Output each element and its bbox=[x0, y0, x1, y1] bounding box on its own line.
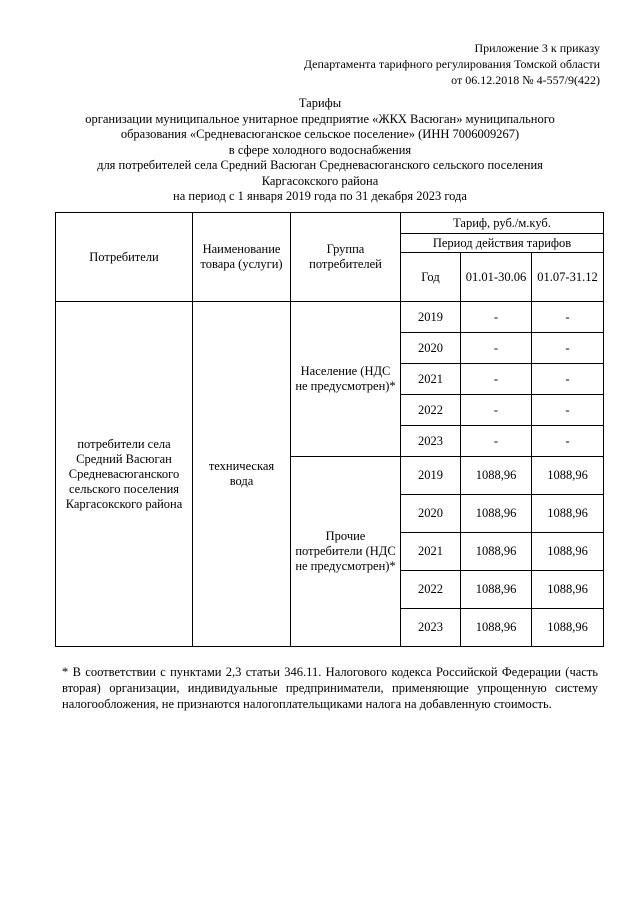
tariff-h2-cell: 1088,96 bbox=[532, 533, 604, 571]
year-cell: 2023 bbox=[401, 609, 461, 647]
title-line-1: Тарифы bbox=[298, 96, 342, 110]
tariff-h1-cell: - bbox=[461, 395, 532, 426]
year-cell: 2019 bbox=[401, 457, 461, 495]
annex-line-3: от 06.12.2018 № 4-557/9(422) bbox=[451, 73, 600, 87]
title-line-5: для потребителей села Средний Васюган Средневасюганского сельского поселения bbox=[97, 158, 543, 172]
header-group: Группа потребителей bbox=[291, 213, 401, 302]
tariff-h1-cell: 1088,96 bbox=[461, 495, 532, 533]
header-consumers: Потребители bbox=[56, 213, 193, 302]
tariff-h2-cell: - bbox=[532, 426, 604, 457]
tariff-h1-cell: - bbox=[461, 302, 532, 333]
tariff-h2-cell: 1088,96 bbox=[532, 609, 604, 647]
title-line-3: образования «Средневасюганское сельское поселение» (ИНН 7006009267) bbox=[120, 127, 520, 141]
year-cell: 2019 bbox=[401, 302, 461, 333]
product-cell: техническая вода bbox=[193, 302, 291, 647]
tariff-h1-cell: 1088,96 bbox=[461, 571, 532, 609]
title-line-7: на период с 1 января 2019 года по 31 декабря 2023 года bbox=[173, 189, 467, 203]
tariff-h1-cell: - bbox=[461, 333, 532, 364]
title-line-4: в сфере холодного водоснабжения bbox=[228, 142, 412, 157]
tariff-h2-cell: - bbox=[532, 302, 604, 333]
header-period-1: 01.01-30.06 bbox=[461, 253, 532, 302]
consumer-cell: потребители села Средний Васюган Средневасюганского сельского поселения Каргасокского района bbox=[56, 302, 193, 647]
annex-line-2: Департамента тарифного регулирования Томской области bbox=[303, 57, 600, 71]
year-cell: 2021 bbox=[401, 533, 461, 571]
tariff-h2-cell: - bbox=[532, 364, 604, 395]
tariff-h1-cell: - bbox=[461, 364, 532, 395]
table-row bbox=[56, 302, 604, 333]
tariff-h2-cell: 1088,96 bbox=[532, 495, 604, 533]
title-line-2: организации муниципальное унитарное предприятие «ЖКХ Васюган» муниципального bbox=[85, 111, 555, 126]
annex-reference bbox=[240, 40, 600, 88]
footnote: * В соответствии с пунктами 2,3 статьи 346.11. Налогового кодекса Российской Федерации (часть вторая) организации, индивидуальные предприниматели, применяющие упрощенную систему налогообложения, не признаются налогоплательщиками налога на добавленную стоимость. bbox=[62, 665, 598, 711]
year-cell: 2020 bbox=[401, 333, 461, 364]
year-cell: 2022 bbox=[401, 395, 461, 426]
header-product: Наименование товара (услуги) bbox=[193, 213, 291, 302]
header-tariff: Тариф, руб./м.куб. bbox=[401, 213, 604, 234]
group-population: Население (НДС не предусмотрен)* bbox=[291, 302, 401, 457]
year-cell: 2023 bbox=[401, 426, 461, 457]
tariff-table bbox=[55, 212, 604, 647]
year-cell: 2020 bbox=[401, 495, 461, 533]
tariff-h1-cell: 1088,96 bbox=[461, 609, 532, 647]
header-period-2: 01.07-31.12 bbox=[532, 253, 604, 302]
tariff-h1-cell: 1088,96 bbox=[461, 533, 532, 571]
header-year: Год bbox=[401, 253, 461, 302]
year-cell: 2022 bbox=[401, 571, 461, 609]
year-cell: 2021 bbox=[401, 364, 461, 395]
tariff-h2-cell: - bbox=[532, 395, 604, 426]
annex-line-1: Приложение 3 к приказу bbox=[474, 41, 600, 55]
document-title bbox=[40, 96, 600, 205]
title-line-6: Каргасокского района bbox=[261, 173, 379, 188]
tariff-h1-cell: - bbox=[461, 426, 532, 457]
tariff-h2-cell: 1088,96 bbox=[532, 457, 604, 495]
tariff-h2-cell: 1088,96 bbox=[532, 571, 604, 609]
group-other: Прочие потребители (НДС не предусмотрен)* bbox=[291, 457, 401, 647]
header-period: Период действия тарифов bbox=[401, 234, 604, 253]
tariff-h2-cell: - bbox=[532, 333, 604, 364]
tariff-h1-cell: 1088,96 bbox=[461, 457, 532, 495]
